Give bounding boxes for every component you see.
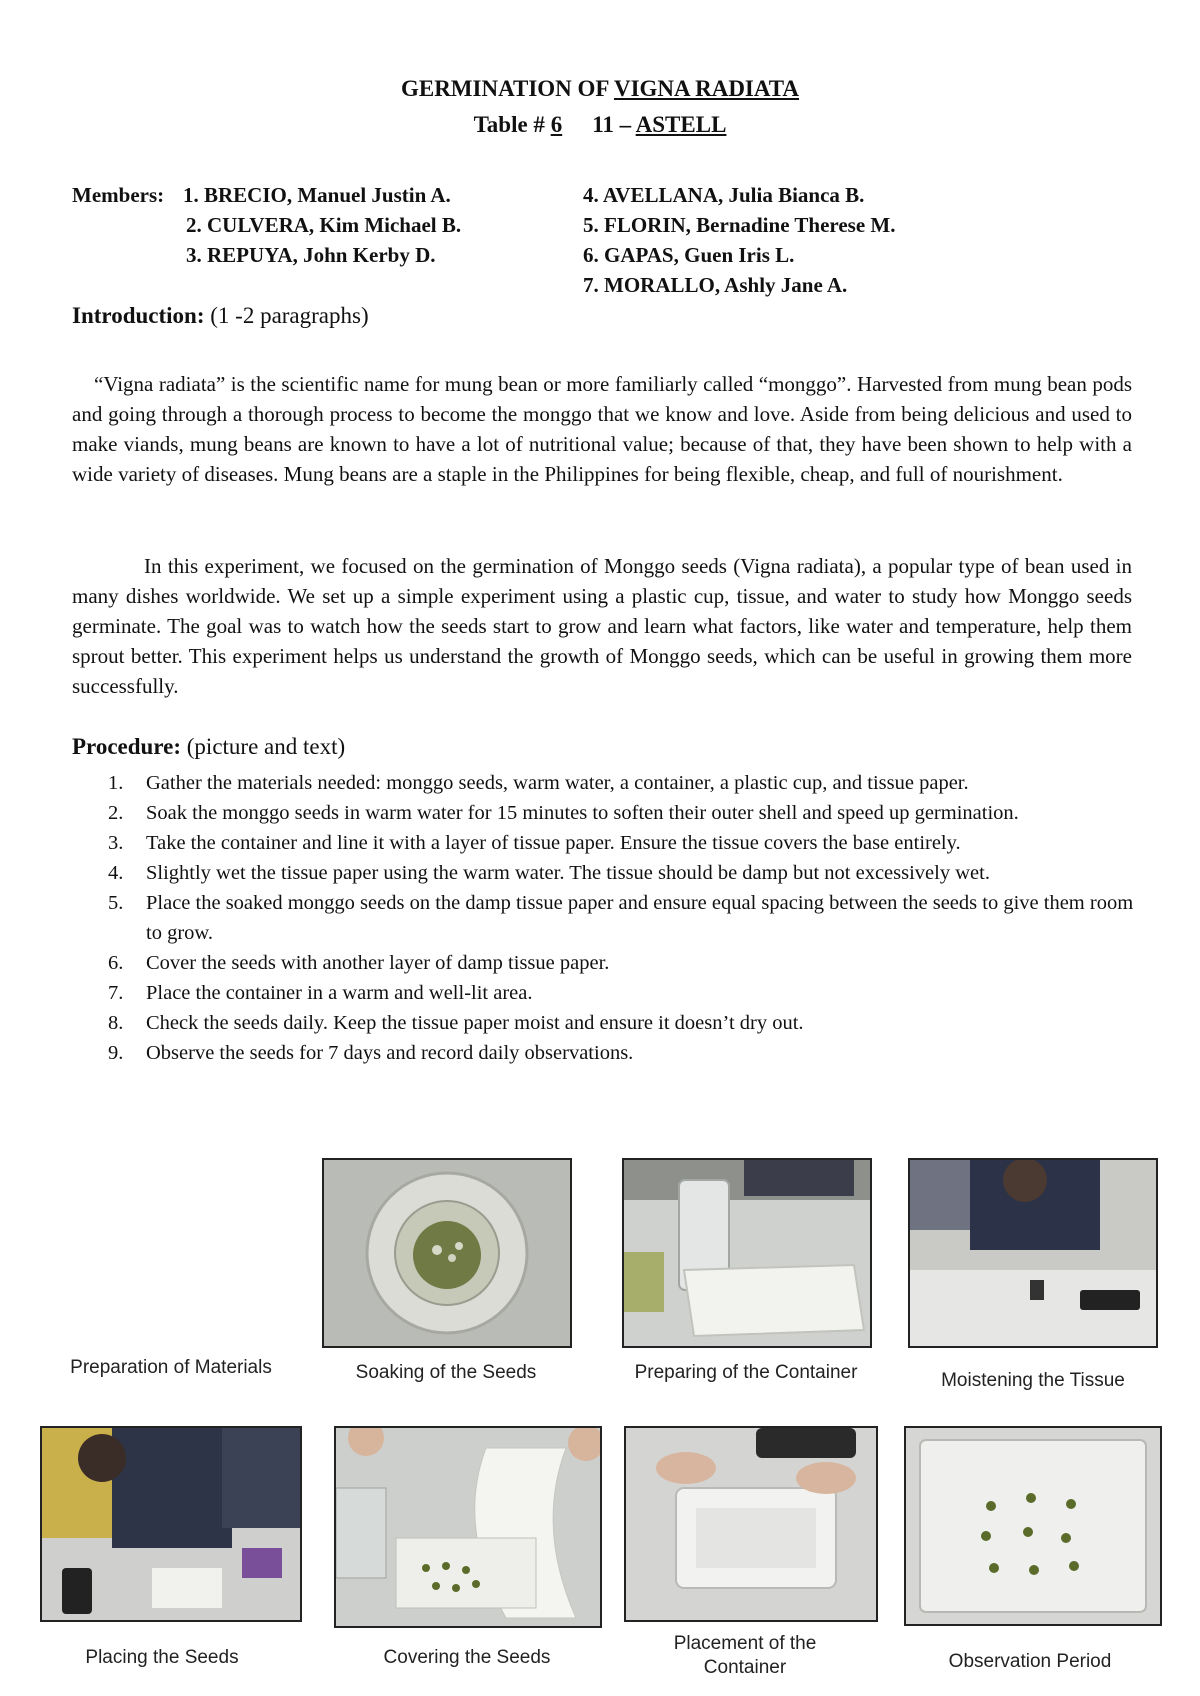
caption-observation-period: Observation Period bbox=[948, 1651, 1112, 1672]
caption-moistening-tissue: Moistening the Tissue bbox=[941, 1370, 1125, 1391]
photo-observation-period bbox=[904, 1426, 1162, 1626]
member-1: 1. BRECIO, Manuel Justin A. bbox=[183, 183, 451, 207]
photo-moistening-tissue bbox=[908, 1158, 1158, 1348]
step-number: 4. bbox=[108, 862, 124, 884]
procedure-step bbox=[72, 1038, 1152, 1068]
procedure-step bbox=[72, 858, 1152, 888]
procedure-step bbox=[72, 888, 1152, 948]
caption-preparation-materials: Preparation of Materials bbox=[70, 1357, 272, 1378]
step-text: Check the seeds daily. Keep the tissue paper moist and ensure it doesn’t dry out. bbox=[146, 1012, 804, 1034]
caption-soaking-seeds: Soaking of the Seeds bbox=[355, 1362, 537, 1383]
step-text: Observe the seeds for 7 days and record daily observations. bbox=[146, 1042, 634, 1064]
photo-soaking-seeds bbox=[322, 1158, 572, 1348]
member-4: 4. AVELLANA, Julia Bianca B. bbox=[583, 183, 865, 207]
document-subtitle bbox=[0, 112, 1200, 138]
title-species: VIGNA RADIATA bbox=[613, 76, 800, 101]
step-number: 8. bbox=[108, 1012, 124, 1034]
procedure-step bbox=[72, 978, 1152, 1008]
step-text: Soak the monggo seeds in warm water for 15 minutes to soften their outer shell and speed up germination. bbox=[146, 802, 1019, 824]
introduction-note: (1 -2 paragraphs) bbox=[204, 303, 369, 328]
step-number: 5. bbox=[108, 892, 124, 914]
step-text: Slightly wet the tissue paper using the warm water. The tissue should be damp but not excessively wet. bbox=[146, 862, 990, 884]
procedure-label: Procedure: bbox=[72, 734, 182, 759]
caption-covering-seeds: Covering the Seeds bbox=[383, 1647, 551, 1668]
procedure-steps bbox=[72, 768, 1152, 1068]
photo-placing-seeds bbox=[40, 1426, 302, 1622]
table-prefix: Table # bbox=[473, 112, 551, 137]
section-name: ASTELL bbox=[635, 112, 727, 137]
procedure-step bbox=[72, 1008, 1152, 1038]
step-text: Gather the materials needed: monggo seeds, warm water, a container, a plastic cup, and tissue paper. bbox=[146, 772, 969, 794]
member-3: 3. REPUYA, John Kerby D. bbox=[186, 243, 436, 267]
procedure-step bbox=[72, 798, 1152, 828]
step-text: Place the soaked monggo seeds on the damp tissue paper and ensure equal spacing between the seeds to give them room to grow. bbox=[146, 892, 1134, 944]
caption-preparing-container: Preparing of the Container bbox=[634, 1362, 858, 1383]
procedure-heading bbox=[72, 734, 345, 760]
document-title bbox=[0, 76, 1200, 102]
step-text: Take the container and line it with a layer of tissue paper. Ensure the tissue covers the base entirely. bbox=[146, 832, 961, 854]
step-number: 1. bbox=[108, 772, 124, 794]
procedure-note: (picture and text) bbox=[181, 734, 346, 759]
procedure-step bbox=[72, 828, 1152, 858]
introduction-heading bbox=[72, 303, 369, 329]
caption-placing-seeds: Placing the Seeds bbox=[85, 1647, 239, 1668]
caption-placement-line-1: Placement of the bbox=[673, 1633, 817, 1654]
step-number: 6. bbox=[108, 952, 124, 974]
photo-preparing-container bbox=[622, 1158, 872, 1348]
intro-paragraph-2: In this experiment, we focused on the germination of Monggo seeds (Vigna radiata), a popular type of bean used in many dishes worldwide. We set up a simple experiment using a plastic cup, tissue, and water to study how Monggo seeds germinate. The goal was to watch how the seeds start to grow and learn what factors, like water and temperature, help them sprout better. This experiment helps us understand the growth of Monggo seeds, which can be useful in growing them more successfully. bbox=[72, 554, 1132, 698]
member-7: 7. MORALLO, Ashly Jane A. bbox=[583, 273, 848, 297]
photo-placement-container bbox=[624, 1426, 878, 1622]
members-label: Members: bbox=[72, 183, 165, 207]
step-text: Cover the seeds with another layer of damp tissue paper. bbox=[146, 952, 610, 974]
step-text: Place the container in a warm and well-lit area. bbox=[146, 982, 533, 1004]
table-number: 6 bbox=[550, 112, 563, 137]
title-prefix: GERMINATION OF bbox=[400, 76, 614, 101]
procedure-step bbox=[72, 768, 1152, 798]
step-number: 2. bbox=[108, 802, 124, 824]
photo-covering-seeds bbox=[334, 1426, 602, 1628]
procedure-step bbox=[72, 948, 1152, 978]
member-6: 6. GAPAS, Guen Iris L. bbox=[583, 243, 795, 267]
caption-placement-container bbox=[640, 1632, 850, 1680]
step-number: 7. bbox=[108, 982, 124, 1004]
introduction-label: Introduction: bbox=[72, 303, 205, 328]
step-number: 3. bbox=[108, 832, 124, 854]
section-prefix: 11 – bbox=[592, 112, 636, 137]
step-number: 9. bbox=[108, 1042, 124, 1064]
member-2: 2. CULVERA, Kim Michael B. bbox=[186, 213, 462, 237]
member-5: 5. FLORIN, Bernadine Therese M. bbox=[583, 213, 896, 237]
intro-paragraph-1: “Vigna radiata” is the scientific name for mung bean or more familiarly called “monggo”. Harvested from mung bean pods and going through a thorough process to become the monggo that we know and love. Aside from being delicious and used to make viands, mung beans are known to have a lot of nutritional value; because of that, they have been shown to help with a wide variety of diseases. Mung beans are a staple in the Philippines for being flexible, cheap, and full of nourishment. bbox=[72, 372, 1132, 486]
caption-placement-line-2: Container bbox=[703, 1657, 787, 1678]
